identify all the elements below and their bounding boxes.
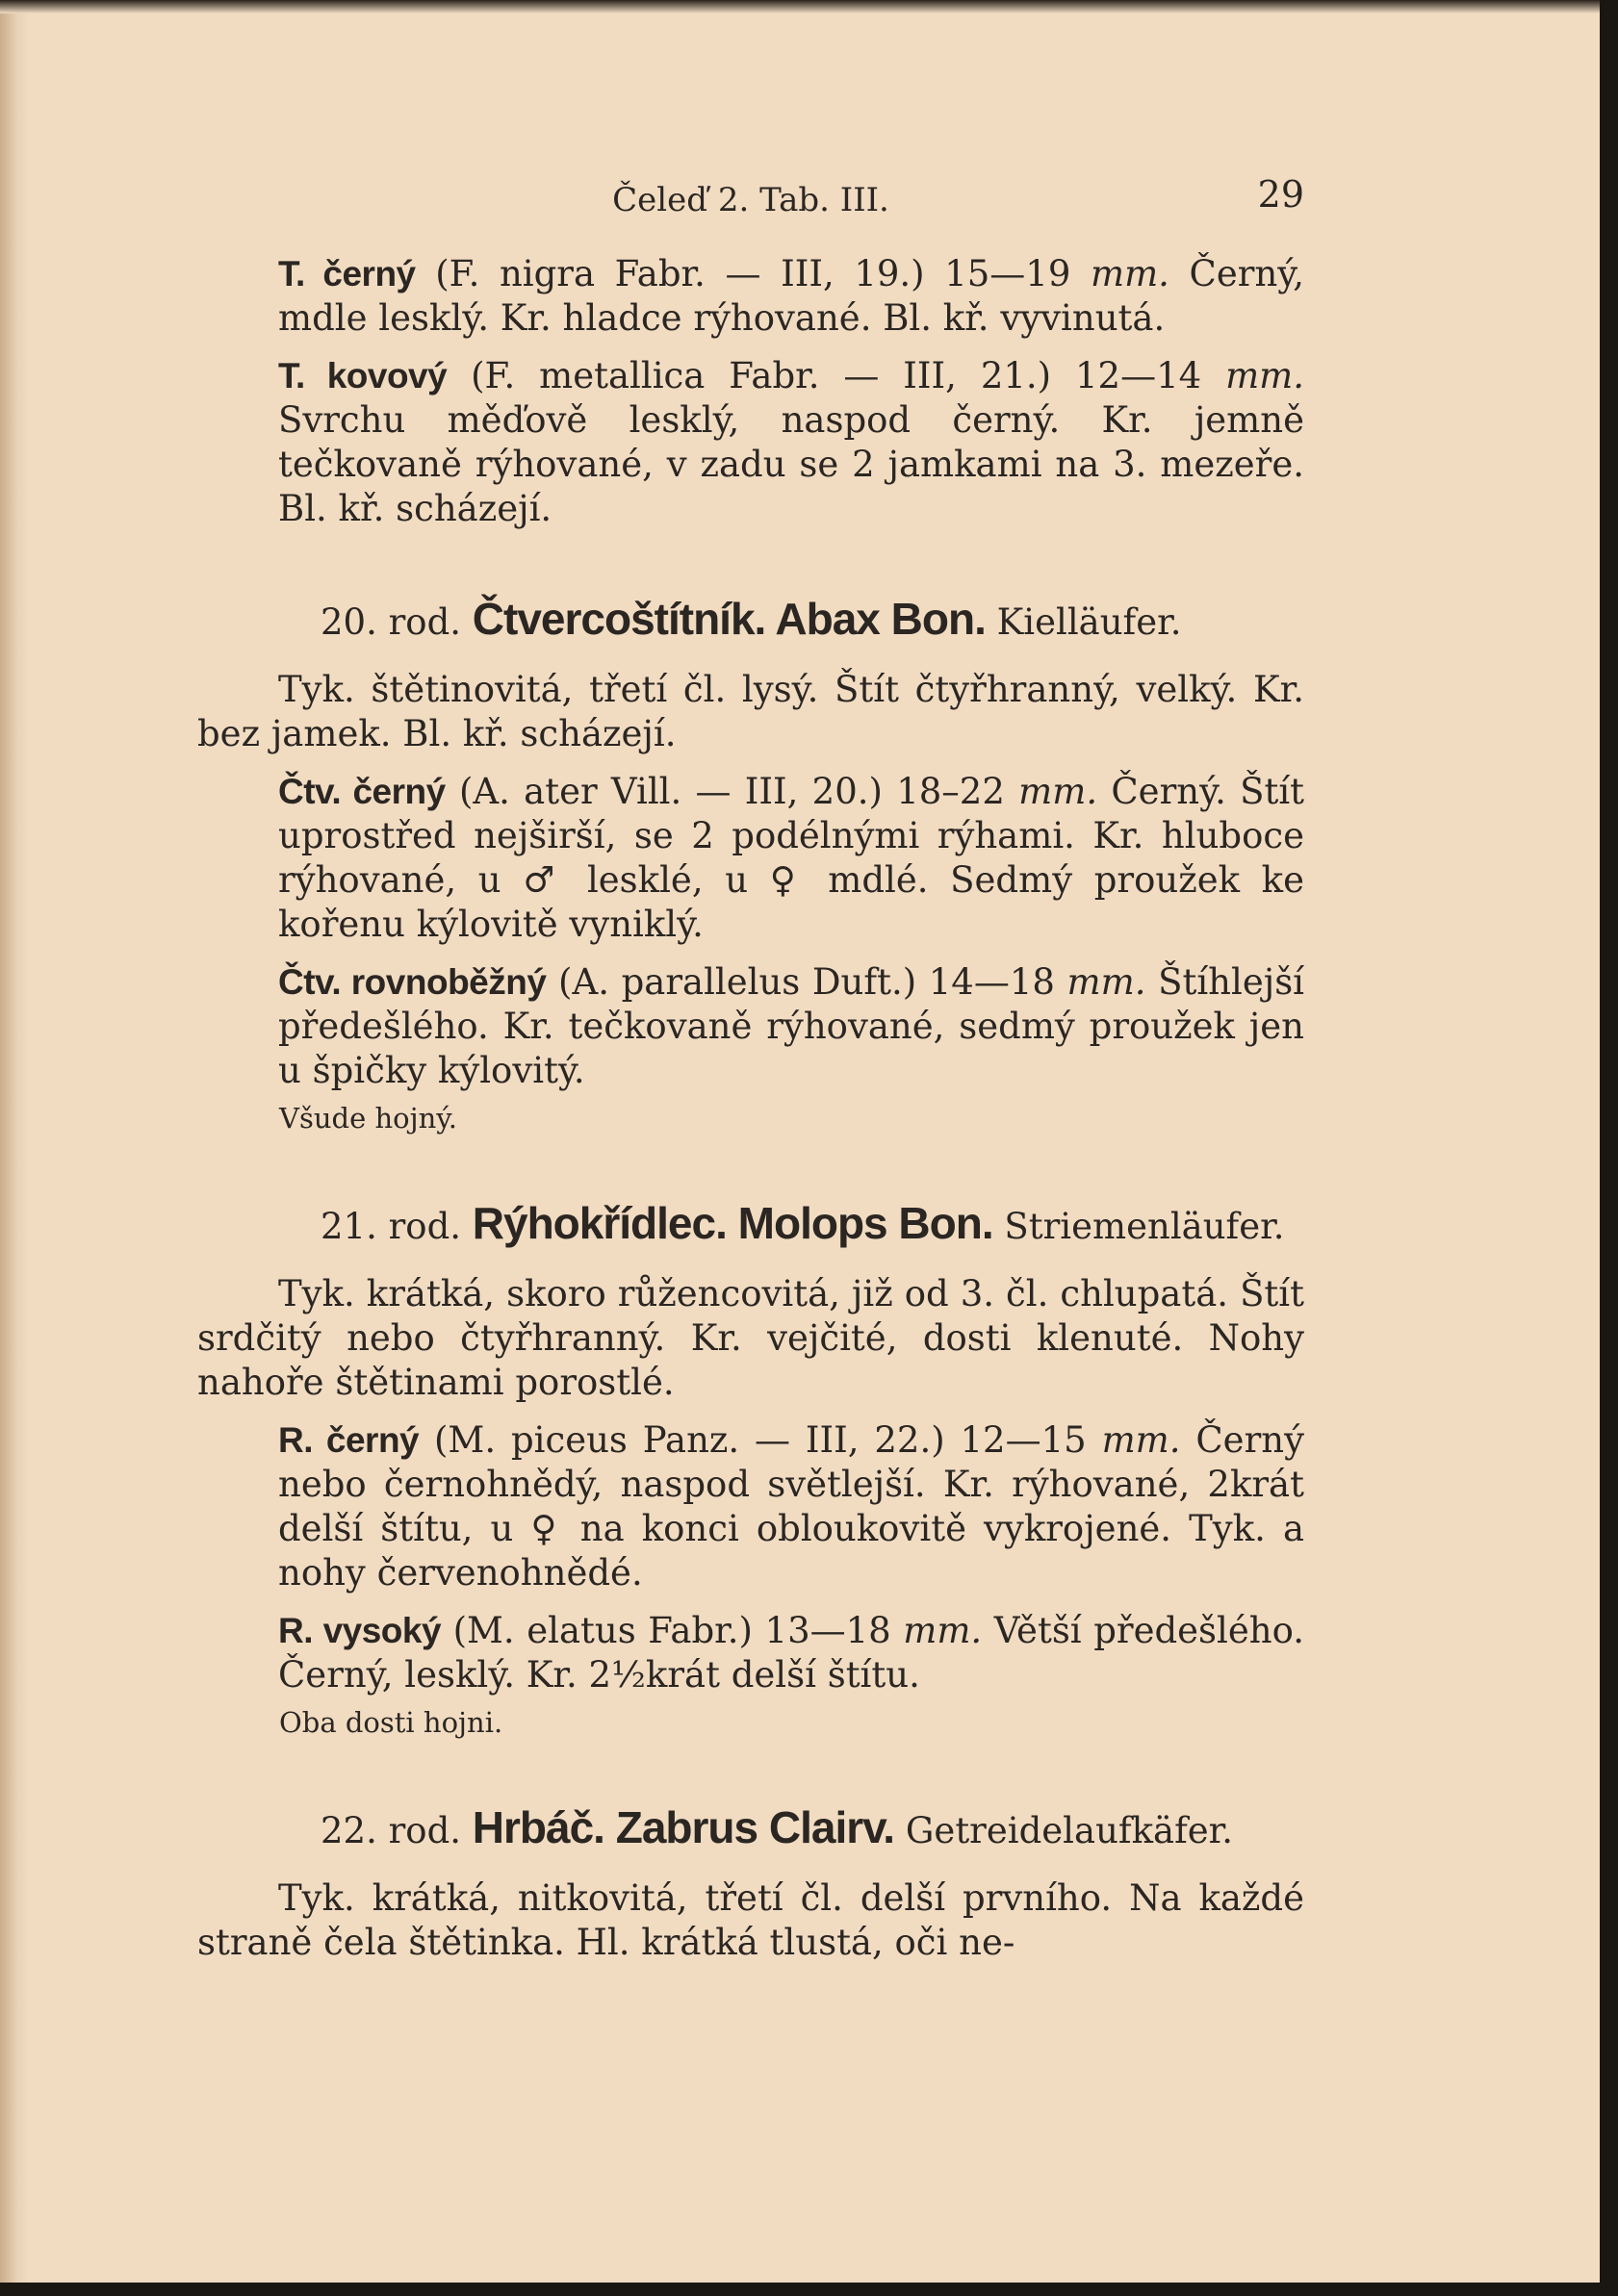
species-name: T. kovový xyxy=(278,356,448,395)
page-number: 29 xyxy=(1257,173,1304,216)
genus-description: Tyk. krátká, skoro růžencovitá, již od 3. čl. chlupatá. Štít srdčitý nebo čtyřhranný. Kr. vejčité, dosti klenuté. Nohy nahoře štětinami porostlé. xyxy=(197,1273,1304,1403)
species-entry xyxy=(197,252,1304,341)
species-entry xyxy=(197,1418,1304,1595)
genus-name: Hrbáč. Zabrus Clairv. xyxy=(472,1802,895,1852)
species-entry xyxy=(197,1609,1304,1697)
species-name: R. vysoký xyxy=(278,1611,442,1650)
species-entry xyxy=(197,770,1304,947)
species-desc: Svrchu měďově lesklý, naspod černý. Kr. jemně tečkovaně rýhované, v zadu se 2 jamkami na 3. mezeře. Bl. kř. scházejí. xyxy=(278,399,1304,529)
species-entry xyxy=(197,960,1304,1093)
unit: mm. xyxy=(1018,771,1098,812)
species-ref: (F. metallica Fabr. — III, 21.) 12—14 xyxy=(471,355,1202,396)
species-ref: (A. ater Vill. — III, 20.) 18–22 xyxy=(458,771,1005,812)
occurrence-note: Všude hojný. xyxy=(279,1102,458,1135)
species-name: Čtv. rovnoběžný xyxy=(278,962,547,1002)
genus-description: Tyk. krátká, nitkovitá, třetí čl. delší prvního. Na každé straně čela štětinka. Hl. krátká tlustá, oči ne- xyxy=(197,1877,1304,1963)
genus-name: Rýhokřídlec. Molops Bon. xyxy=(472,1198,993,1248)
header-title: Čeleď 2. Tab. III. xyxy=(612,181,889,219)
occurrence-note: Oba dosti hojni. xyxy=(279,1706,503,1739)
unit: mm. xyxy=(1225,355,1305,396)
species-name: T. černý xyxy=(278,254,416,293)
species-entry xyxy=(197,354,1304,531)
unit: mm. xyxy=(1101,1419,1181,1461)
species-desc: Štíhlejší předešlého. Kr. tečkovaně rýhované, sedmý proužek jen u špičky kýlovitý. xyxy=(278,961,1305,1091)
page-body xyxy=(197,252,1304,1978)
species-desc: Černý, mdle lesklý. Kr. hladce rýhované. Bl. kř. vyvinutá. xyxy=(278,253,1305,339)
species-ref: (M. piceus Panz. — III, 22.) 12—15 xyxy=(434,1419,1087,1461)
genus-heading xyxy=(197,594,1304,645)
species-ref: (A. parallelus Duft.) 14—18 xyxy=(558,961,1055,1003)
genus-number: 21. rod. xyxy=(321,1206,462,1247)
genus-heading xyxy=(197,1802,1304,1853)
unit: mm. xyxy=(1091,253,1169,294)
genus-number: 20. rod. xyxy=(321,601,462,643)
genus-german: Kielläufer. xyxy=(996,601,1182,643)
genus-german: Striemenläufer. xyxy=(1004,1206,1285,1247)
species-name: R. černý xyxy=(278,1420,420,1460)
unit: mm. xyxy=(1066,961,1146,1003)
species-desc: Černý. Štít uprostřed nejširší, se 2 podélnými rýhami. Kr. hluboce rýhované, u ♂ lesklé, u ♀ mdlé. Sedmý proužek ke kořenu kýlovitě vyniklý. xyxy=(278,771,1305,945)
genus-name: Čtvercoštítník. Abax Bon. xyxy=(472,594,986,644)
page-top-edge xyxy=(0,0,1600,13)
species-ref: (F. nigra Fabr. — III, 19.) 15—19 xyxy=(435,253,1071,294)
page-spine xyxy=(0,0,29,2283)
species-name: Čtv. černý xyxy=(278,772,446,811)
running-header xyxy=(197,173,1304,221)
genus-description: Tyk. štětinovitá, třetí čl. lysý. Štít čtyřhranný, velký. Kr. bez jamek. Bl. kř. scházejí. xyxy=(197,669,1304,754)
species-desc: Větší předešlého. Černý, lesklý. Kr. 2½krát delší štítu. xyxy=(278,1610,1304,1696)
genus-german: Getreidelaufkäfer. xyxy=(905,1810,1234,1851)
unit: mm. xyxy=(903,1610,983,1651)
genus-number: 22. rod. xyxy=(321,1810,462,1851)
genus-heading xyxy=(197,1198,1304,1249)
species-ref: (M. elatus Fabr.) 13—18 xyxy=(452,1610,891,1651)
species-desc: Černý nebo černohnědý, naspod světlejší. Kr. rýhované, 2krát delší štítu, u ♀ na konci obloukovitě vykrojené. Tyk. a nohy červenohnědé. xyxy=(278,1419,1305,1594)
